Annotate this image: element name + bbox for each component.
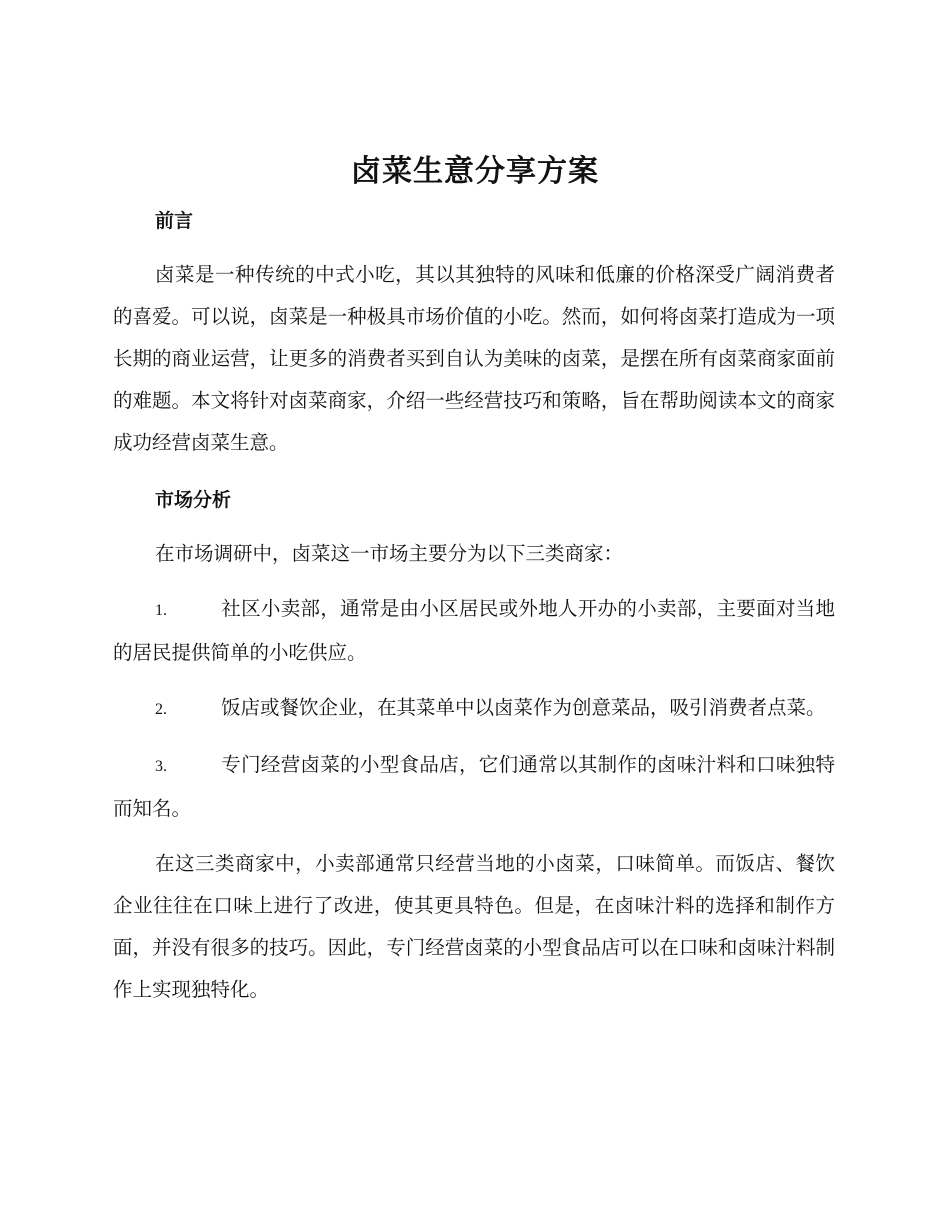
list-item	[113, 588, 835, 674]
document-title: 卤菜生意分享方案	[351, 154, 599, 189]
section-heading-preface: 前言	[155, 210, 194, 232]
list-item-number: 2.	[155, 701, 167, 718]
list-item-text: 饭店或餐饮企业，在其菜单中以卤菜作为创意菜品，吸引消费者点菜。	[221, 696, 826, 719]
list-item-text: 社区小卖部，通常是由小区居民或外地人开办的小卖部，主要面对当地的居民提供简单的小吃供应。	[113, 597, 835, 664]
list-item	[113, 687, 835, 731]
list-item	[113, 744, 835, 830]
list-item-text: 专门经营卤菜的小型食品店，它们通常以其制作的卤味汁料和口味独特而知名。	[113, 753, 835, 820]
market-intro-paragraph: 在市场调研中，卤菜这一市场主要分为以下三类商家：	[155, 542, 624, 565]
list-item-number: 3.	[155, 758, 167, 775]
list-item-number: 1.	[155, 602, 167, 619]
document-body	[113, 201, 835, 1011]
section-heading-market-analysis: 市场分析	[155, 489, 232, 511]
market-conclusion-paragraph: 在这三类商家中，小卖部通常只经营当地的小卤菜，口味简单。而饭店、餐饮企业往往在口味上进行了改进，使其更具特色。但是，在卤味汁料的选择和制作方面，并没有很多的技巧。因此，专门经营卤菜的小型食品店可以在口味和卤味汁料制作上实现独特化。	[113, 852, 835, 1001]
preface-paragraph: 卤菜是一种传统的中式小吃，其以其独特的风味和低廉的价格深受广阔消费者的喜爱。可以说，卤菜是一种极具市场价值的小吃。然而，如何将卤菜打造成为一项长期的商业运营，让更多的消费者买到自认为美味的卤菜，是摆在所有卤菜商家面前的难题。本文将针对卤菜商家，介绍一些经营技巧和策略，旨在帮助阅读本文的商家成功经营卤菜生意。	[113, 263, 835, 454]
